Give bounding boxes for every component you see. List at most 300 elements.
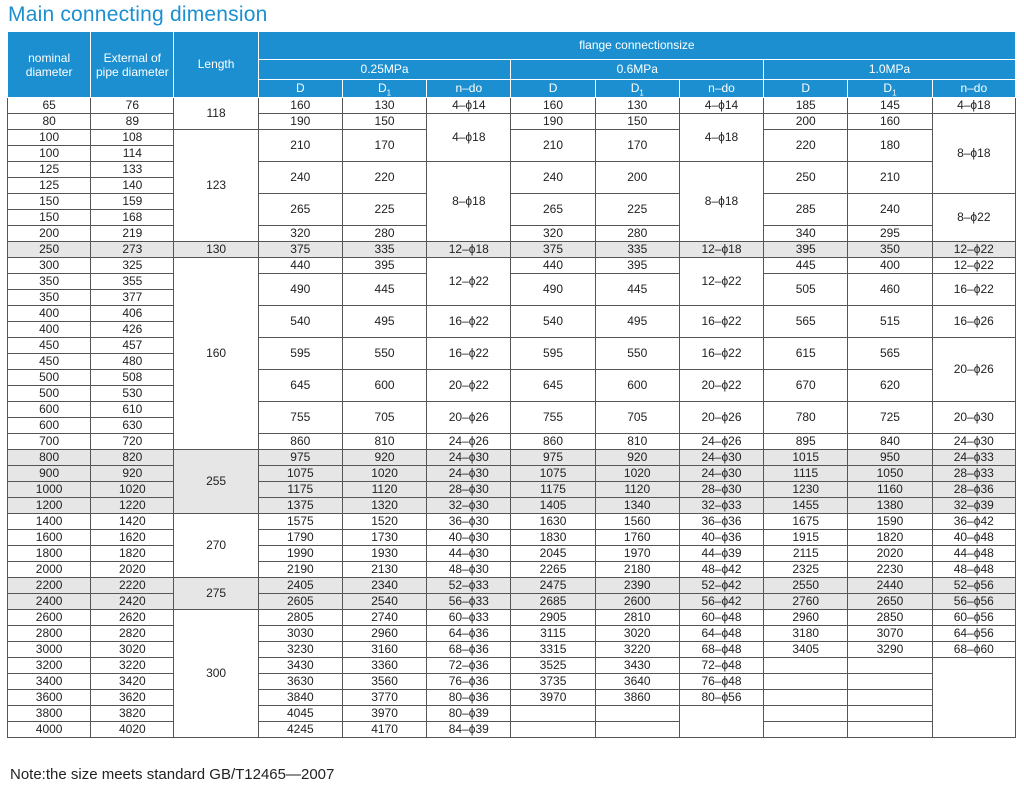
cell-d1-06 — [595, 722, 679, 738]
cell-d-06: 3525 — [511, 658, 595, 674]
cell-d-06: 1175 — [511, 482, 595, 498]
cell-d-025: 3430 — [258, 658, 342, 674]
cell-d-10 — [764, 690, 848, 706]
cell-external-diameter: 820 — [91, 450, 174, 466]
cell-d-10: 340 — [764, 226, 848, 242]
cell-ndo-06: 36–ϕ36 — [679, 514, 763, 530]
cell-nominal-diameter: 1200 — [8, 498, 91, 514]
cell-ndo-025: 68–ϕ36 — [427, 642, 511, 658]
header-d1: $D_1$ — [342, 80, 426, 98]
cell-ndo-10: 36–ϕ42 — [932, 514, 1015, 530]
table-row — [8, 594, 1016, 610]
cell-d-10: 2325 — [764, 562, 848, 578]
cell-length: 270 — [174, 514, 258, 578]
cell-ndo-025: 24–ϕ30 — [427, 466, 511, 482]
cell-d1-06: 1020 — [595, 466, 679, 482]
cell-d1-06: 395 — [595, 258, 679, 274]
cell-ndo-10: 28–ϕ33 — [932, 466, 1015, 482]
cell-d-06: 3970 — [511, 690, 595, 706]
cell-ndo-025: 80–ϕ36 — [427, 690, 511, 706]
cell-ndo-06 — [679, 706, 763, 738]
cell-ndo-025: 52–ϕ33 — [427, 578, 511, 594]
cell-ndo-10: 64–ϕ56 — [932, 626, 1015, 642]
table-row — [8, 530, 1016, 546]
cell-d1-06: 1560 — [595, 514, 679, 530]
cell-d1-025: 3560 — [342, 674, 426, 690]
cell-d-06: 190 — [511, 114, 595, 130]
cell-d1-10 — [848, 658, 932, 674]
table-row — [8, 130, 1016, 146]
cell-length: 118 — [174, 98, 258, 130]
cell-d-10: 395 — [764, 242, 848, 258]
cell-d-025: 3030 — [258, 626, 342, 642]
cell-nominal-diameter: 1600 — [8, 530, 91, 546]
cell-d-025: 1375 — [258, 498, 342, 514]
cell-ndo-10: 16–ϕ26 — [932, 306, 1015, 338]
cell-ndo-025: 40–ϕ30 — [427, 530, 511, 546]
cell-ndo-06: 8–ϕ18 — [679, 162, 763, 242]
cell-d-10: 615 — [764, 338, 848, 370]
header-d1: $D_1$ — [848, 80, 932, 98]
cell-d1-10: 350 — [848, 242, 932, 258]
cell-d1-06: 810 — [595, 434, 679, 450]
cell-d-10: 1230 — [764, 482, 848, 498]
cell-d1-10: 3070 — [848, 626, 932, 642]
cell-nominal-diameter: 500 — [8, 370, 91, 386]
cell-ndo-06: 40–ϕ36 — [679, 530, 763, 546]
cell-ndo-10: 24–ϕ30 — [932, 434, 1015, 450]
cell-d1-10: 565 — [848, 338, 932, 370]
cell-d-025: 4045 — [258, 706, 342, 722]
cell-d1-10: 1380 — [848, 498, 932, 514]
cell-ndo-06: 16–ϕ22 — [679, 338, 763, 370]
cell-d1-025: 600 — [342, 370, 426, 402]
cell-external-diameter: 1420 — [91, 514, 174, 530]
header-ndo: n–do — [932, 80, 1015, 98]
cell-d1-10: 3290 — [848, 642, 932, 658]
table-row — [8, 626, 1016, 642]
cell-nominal-diameter: 4000 — [8, 722, 91, 738]
cell-external-diameter: 2020 — [91, 562, 174, 578]
cell-ndo-025: 32–ϕ30 — [427, 498, 511, 514]
cell-d-025: 375 — [258, 242, 342, 258]
cell-d-025: 4245 — [258, 722, 342, 738]
cell-d-10: 1115 — [764, 466, 848, 482]
cell-ndo-10: 44–ϕ48 — [932, 546, 1015, 562]
cell-ndo-06: 52–ϕ42 — [679, 578, 763, 594]
table-row — [8, 258, 1016, 274]
cell-ndo-06: 4–ϕ14 — [679, 98, 763, 114]
cell-d1-06: 3640 — [595, 674, 679, 690]
cell-external-diameter: 920 — [91, 466, 174, 482]
table-row — [8, 482, 1016, 498]
cell-ndo-06: 64–ϕ48 — [679, 626, 763, 642]
table-row — [8, 434, 1016, 450]
cell-nominal-diameter: 600 — [8, 418, 91, 434]
header-external-diameter: External of pipe diameter — [91, 32, 174, 98]
cell-ndo-10: 24–ϕ33 — [932, 450, 1015, 466]
cell-d-10: 285 — [764, 194, 848, 226]
cell-d-10: 1455 — [764, 498, 848, 514]
cell-ndo-06: 32–ϕ33 — [679, 498, 763, 514]
cell-nominal-diameter: 125 — [8, 178, 91, 194]
cell-d1-10 — [848, 722, 932, 738]
cell-nominal-diameter: 1800 — [8, 546, 91, 562]
cell-d-025: 490 — [258, 274, 342, 306]
cell-nominal-diameter: 3400 — [8, 674, 91, 690]
table-row — [8, 98, 1016, 114]
cell-ndo-025: 48–ϕ30 — [427, 562, 511, 578]
cell-d1-06: 3220 — [595, 642, 679, 658]
cell-d1-10: 460 — [848, 274, 932, 306]
cell-length: 300 — [174, 610, 258, 738]
table-row — [8, 514, 1016, 530]
cell-external-diameter: 3620 — [91, 690, 174, 706]
header-ndo: n–do — [427, 80, 511, 98]
cell-d-06: 975 — [511, 450, 595, 466]
cell-external-diameter: 1820 — [91, 546, 174, 562]
cell-d-10: 200 — [764, 114, 848, 130]
cell-d-025: 2605 — [258, 594, 342, 610]
cell-ndo-025: 64–ϕ36 — [427, 626, 511, 642]
cell-ndo-10: 32–ϕ39 — [932, 498, 1015, 514]
cell-ndo-025: 76–ϕ36 — [427, 674, 511, 690]
cell-d-025: 540 — [258, 306, 342, 338]
cell-d1-025: 1020 — [342, 466, 426, 482]
cell-nominal-diameter: 80 — [8, 114, 91, 130]
cell-d-10: 1915 — [764, 530, 848, 546]
cell-d1-025: 220 — [342, 162, 426, 194]
cell-ndo-06: 12–ϕ22 — [679, 258, 763, 306]
cell-d1-06: 1760 — [595, 530, 679, 546]
cell-d-06 — [511, 722, 595, 738]
cell-external-diameter: 133 — [91, 162, 174, 178]
cell-d-06: 1075 — [511, 466, 595, 482]
table-row — [8, 242, 1016, 258]
cell-d-06: 375 — [511, 242, 595, 258]
table-row — [8, 306, 1016, 322]
cell-d1-06: 2390 — [595, 578, 679, 594]
cell-d1-025: 2130 — [342, 562, 426, 578]
cell-d-10: 1015 — [764, 450, 848, 466]
table-row — [8, 658, 1016, 674]
cell-d-025: 755 — [258, 402, 342, 434]
cell-ndo-025: 16–ϕ22 — [427, 338, 511, 370]
cell-ndo-025: 12–ϕ22 — [427, 258, 511, 306]
cell-d-025: 160 — [258, 98, 342, 114]
cell-nominal-diameter: 400 — [8, 306, 91, 322]
cell-d1-025: 3160 — [342, 642, 426, 658]
table-row — [8, 402, 1016, 418]
cell-ndo-10: 40–ϕ48 — [932, 530, 1015, 546]
cell-ndo-025: 24–ϕ26 — [427, 434, 511, 450]
cell-d1-06: 280 — [595, 226, 679, 242]
cell-ndo-025: 20–ϕ22 — [427, 370, 511, 402]
cell-length: 255 — [174, 450, 258, 514]
cell-nominal-diameter: 2600 — [8, 610, 91, 626]
cell-d-06: 2045 — [511, 546, 595, 562]
page-title: Main connecting dimension — [8, 3, 268, 26]
cell-ndo-025: 72–ϕ36 — [427, 658, 511, 674]
table-row — [8, 610, 1016, 626]
cell-nominal-diameter: 3600 — [8, 690, 91, 706]
cell-d1-025: 2960 — [342, 626, 426, 642]
table-row — [8, 450, 1016, 466]
cell-nominal-diameter: 300 — [8, 258, 91, 274]
cell-d1-10 — [848, 690, 932, 706]
cell-ndo-06: 56–ϕ42 — [679, 594, 763, 610]
cell-d-10: 2550 — [764, 578, 848, 594]
cell-nominal-diameter: 900 — [8, 466, 91, 482]
cell-external-diameter: 426 — [91, 322, 174, 338]
cell-d-06: 210 — [511, 130, 595, 162]
cell-external-diameter: 89 — [91, 114, 174, 130]
cell-d-06: 320 — [511, 226, 595, 242]
cell-external-diameter: 457 — [91, 338, 174, 354]
cell-ndo-10: 52–ϕ56 — [932, 578, 1015, 594]
cell-ndo-10: 68–ϕ60 — [932, 642, 1015, 658]
cell-nominal-diameter: 150 — [8, 210, 91, 226]
cell-d-06: 755 — [511, 402, 595, 434]
cell-external-diameter: 2420 — [91, 594, 174, 610]
table-row — [8, 114, 1016, 130]
cell-d-025: 3630 — [258, 674, 342, 690]
table-row — [8, 690, 1016, 706]
cell-d-025: 3840 — [258, 690, 342, 706]
cell-length: 130 — [174, 242, 258, 258]
cell-external-diameter: 630 — [91, 418, 174, 434]
cell-ndo-025: 20–ϕ26 — [427, 402, 511, 434]
cell-ndo-10: 8–ϕ22 — [932, 194, 1015, 242]
cell-external-diameter: 3220 — [91, 658, 174, 674]
cell-ndo-06: 24–ϕ30 — [679, 466, 763, 482]
cell-d1-025: 2740 — [342, 610, 426, 626]
cell-d1-10: 950 — [848, 450, 932, 466]
cell-d1-025: 1520 — [342, 514, 426, 530]
table-row — [8, 370, 1016, 386]
cell-external-diameter: 1220 — [91, 498, 174, 514]
table-row — [8, 338, 1016, 354]
cell-d-06: 1830 — [511, 530, 595, 546]
cell-nominal-diameter: 2400 — [8, 594, 91, 610]
cell-d-10: 505 — [764, 274, 848, 306]
cell-external-diameter: 2820 — [91, 626, 174, 642]
cell-d-06: 240 — [511, 162, 595, 194]
cell-d1-025: 495 — [342, 306, 426, 338]
cell-d-10: 220 — [764, 130, 848, 162]
cell-d1-10: 180 — [848, 130, 932, 162]
cell-d1-025: 280 — [342, 226, 426, 242]
cell-ndo-10: 8–ϕ18 — [932, 114, 1015, 194]
cell-d-025: 1790 — [258, 530, 342, 546]
cell-d1-10 — [848, 674, 932, 690]
cell-nominal-diameter: 600 — [8, 402, 91, 418]
cell-ndo-10: 60–ϕ56 — [932, 610, 1015, 626]
cell-ndo-10 — [932, 658, 1015, 738]
cell-d1-025: 335 — [342, 242, 426, 258]
cell-ndo-06: 48–ϕ42 — [679, 562, 763, 578]
cell-external-diameter: 3020 — [91, 642, 174, 658]
cell-external-diameter: 325 — [91, 258, 174, 274]
cell-d1-025: 1730 — [342, 530, 426, 546]
cell-d1-06: 3860 — [595, 690, 679, 706]
header-d: D — [258, 80, 342, 98]
cell-d-025: 240 — [258, 162, 342, 194]
cell-ndo-10: 48–ϕ48 — [932, 562, 1015, 578]
cell-d1-06 — [595, 706, 679, 722]
cell-d-10 — [764, 722, 848, 738]
table-row — [8, 274, 1016, 290]
cell-d1-06: 550 — [595, 338, 679, 370]
cell-d1-06: 445 — [595, 274, 679, 306]
cell-ndo-06: 60–ϕ48 — [679, 610, 763, 626]
cell-d1-10: 210 — [848, 162, 932, 194]
cell-d-06: 2905 — [511, 610, 595, 626]
table-row — [8, 162, 1016, 178]
table-row — [8, 466, 1016, 482]
cell-external-diameter: 1620 — [91, 530, 174, 546]
cell-d1-06: 225 — [595, 194, 679, 226]
cell-d-025: 2190 — [258, 562, 342, 578]
cell-nominal-diameter: 250 — [8, 242, 91, 258]
cell-d-10: 445 — [764, 258, 848, 274]
cell-nominal-diameter: 350 — [8, 274, 91, 290]
cell-d1-10: 2230 — [848, 562, 932, 578]
cell-d1-025: 170 — [342, 130, 426, 162]
table-body — [8, 98, 1016, 738]
cell-d1-06: 2810 — [595, 610, 679, 626]
cell-d1-06: 200 — [595, 162, 679, 194]
cell-ndo-10: 4–ϕ18 — [932, 98, 1015, 114]
cell-d1-025: 150 — [342, 114, 426, 130]
cell-external-diameter: 76 — [91, 98, 174, 114]
cell-d1-10: 145 — [848, 98, 932, 114]
cell-d-06: 645 — [511, 370, 595, 402]
cell-d1-10: 2850 — [848, 610, 932, 626]
cell-d1-06: 3430 — [595, 658, 679, 674]
cell-ndo-06: 4–ϕ18 — [679, 114, 763, 162]
cell-d1-10: 2440 — [848, 578, 932, 594]
cell-d-06 — [511, 706, 595, 722]
header-pressure-06: 0.6MPa — [511, 60, 764, 80]
table-row — [8, 722, 1016, 738]
cell-ndo-025: 24–ϕ30 — [427, 450, 511, 466]
cell-d1-10: 515 — [848, 306, 932, 338]
cell-d1-025: 445 — [342, 274, 426, 306]
cell-d1-025: 810 — [342, 434, 426, 450]
cell-external-diameter: 108 — [91, 130, 174, 146]
cell-nominal-diameter: 450 — [8, 354, 91, 370]
cell-ndo-06: 20–ϕ22 — [679, 370, 763, 402]
cell-d-10: 780 — [764, 402, 848, 434]
cell-d1-025: 3770 — [342, 690, 426, 706]
cell-d-025: 3230 — [258, 642, 342, 658]
header-nominal-diameter: nominal diameter — [8, 32, 91, 98]
cell-d1-10: 295 — [848, 226, 932, 242]
cell-ndo-10: 56–ϕ56 — [932, 594, 1015, 610]
cell-d-06: 2265 — [511, 562, 595, 578]
cell-d-06: 490 — [511, 274, 595, 306]
cell-d1-10: 400 — [848, 258, 932, 274]
cell-ndo-06: 24–ϕ30 — [679, 450, 763, 466]
cell-d1-06: 1340 — [595, 498, 679, 514]
cell-nominal-diameter: 3200 — [8, 658, 91, 674]
cell-nominal-diameter: 800 — [8, 450, 91, 466]
cell-d-06: 265 — [511, 194, 595, 226]
header-ndo: n–do — [679, 80, 763, 98]
cell-d1-025: 130 — [342, 98, 426, 114]
cell-d-025: 2805 — [258, 610, 342, 626]
cell-d1-06: 2600 — [595, 594, 679, 610]
cell-d1-06: 150 — [595, 114, 679, 130]
cell-d-10: 3180 — [764, 626, 848, 642]
cell-d-10: 565 — [764, 306, 848, 338]
cell-d-10: 895 — [764, 434, 848, 450]
cell-d1-025: 395 — [342, 258, 426, 274]
cell-d1-10: 725 — [848, 402, 932, 434]
header-flange: flange connectionsize — [258, 32, 1015, 60]
cell-d1-025: 4170 — [342, 722, 426, 738]
header-pressure-025: 0.25MPa — [258, 60, 511, 80]
cell-d-06: 1405 — [511, 498, 595, 514]
cell-ndo-10: 20–ϕ30 — [932, 402, 1015, 434]
cell-d1-10: 840 — [848, 434, 932, 450]
cell-d1-06: 130 — [595, 98, 679, 114]
cell-external-diameter: 114 — [91, 146, 174, 162]
cell-external-diameter: 273 — [91, 242, 174, 258]
cell-nominal-diameter: 3800 — [8, 706, 91, 722]
cell-d1-10: 1590 — [848, 514, 932, 530]
cell-d1-10: 2650 — [848, 594, 932, 610]
cell-d1-025: 2340 — [342, 578, 426, 594]
cell-nominal-diameter: 700 — [8, 434, 91, 450]
cell-nominal-diameter: 2800 — [8, 626, 91, 642]
cell-external-diameter: 406 — [91, 306, 174, 322]
cell-d-10: 250 — [764, 162, 848, 194]
header-length: Length — [174, 32, 258, 98]
cell-d1-10: 2020 — [848, 546, 932, 562]
cell-external-diameter: 2220 — [91, 578, 174, 594]
cell-nominal-diameter: 65 — [8, 98, 91, 114]
cell-ndo-025: 4–ϕ14 — [427, 98, 511, 114]
cell-ndo-06: 12–ϕ18 — [679, 242, 763, 258]
cell-d-06: 2685 — [511, 594, 595, 610]
cell-d1-06: 495 — [595, 306, 679, 338]
cell-ndo-06: 28–ϕ30 — [679, 482, 763, 498]
cell-d-025: 1575 — [258, 514, 342, 530]
cell-d-025: 210 — [258, 130, 342, 162]
cell-d1-06: 1120 — [595, 482, 679, 498]
cell-d-06: 3735 — [511, 674, 595, 690]
cell-ndo-025: 80–ϕ39 — [427, 706, 511, 722]
cell-external-diameter: 720 — [91, 434, 174, 450]
cell-d-10 — [764, 674, 848, 690]
cell-external-diameter: 508 — [91, 370, 174, 386]
table-row — [8, 562, 1016, 578]
cell-nominal-diameter: 500 — [8, 386, 91, 402]
dimension-table-container — [7, 31, 1016, 738]
cell-d-06: 3315 — [511, 642, 595, 658]
header-d: D — [764, 80, 848, 98]
dimension-table — [7, 31, 1016, 738]
header-pressure-10: 1.0MPa — [764, 60, 1016, 80]
cell-d-10: 2960 — [764, 610, 848, 626]
cell-d1-06: 1970 — [595, 546, 679, 562]
cell-external-diameter: 140 — [91, 178, 174, 194]
cell-d1-025: 705 — [342, 402, 426, 434]
cell-d1-06: 170 — [595, 130, 679, 162]
table-row — [8, 194, 1016, 210]
